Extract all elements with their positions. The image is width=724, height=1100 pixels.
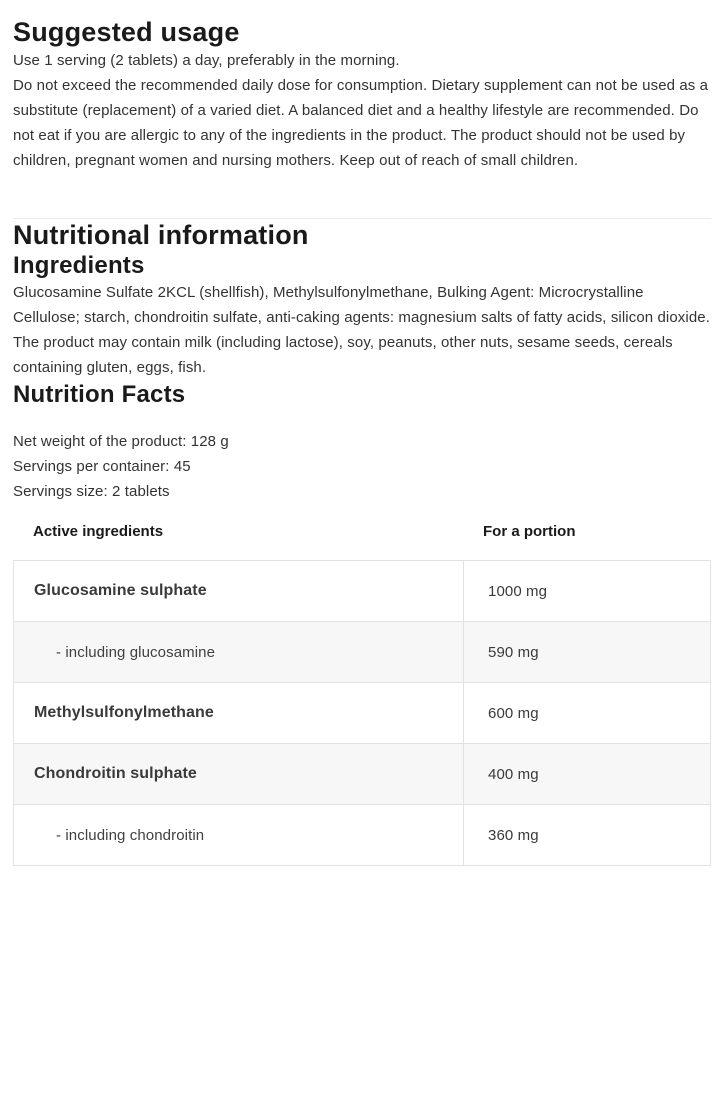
portion-value-cell: 400 mg [464,744,711,805]
nutrition-facts-table [13,560,711,866]
ingredient-name-cell: Glucosamine sulphate [14,561,464,622]
servings-per-container-line: Servings per container: 45 [13,458,191,475]
ingredient-name-cell: - including chondroitin [14,805,464,866]
portion-value-cell: 360 mg [464,805,711,866]
ingredients-composition-paragraph: Glucosamine Sulfate 2KCL (shellfish), Methylsulfonylmethane, Bulking Agent: Microcrystalline Cellulose; starch, chondroitin sulfate, anti-caking agents: magnesium salts of fatty acids, silicon dioxide. [13,284,710,326]
table-row [14,683,711,744]
table-row [14,805,711,866]
suggested-usage-heading: Suggested usage [13,17,240,47]
ingredient-name-cell: Methylsulfonylmethane [14,683,464,744]
nutrition-facts-summary [13,429,711,504]
active-ingredients-column-header: Active ingredients [33,523,164,540]
ingredient-name-cell: - including glucosamine [14,622,464,683]
nutritional-information-heading: Nutritional information [13,220,309,250]
table-row [14,561,711,622]
servings-size-line: Servings size: 2 tablets [13,483,170,500]
net-weight-line: Net weight of the product: 128 g [13,433,229,450]
portion-value-cell: 1000 mg [464,561,711,622]
allergen-notice-paragraph: The product may contain milk (including lactose), soy, peanuts, other nuts, sesame seeds, cereals containing gluten, eggs, fish. [13,334,673,376]
table-row [14,744,711,805]
nutrition-facts-heading: Nutrition Facts [13,381,186,408]
usage-intro-paragraph: Use 1 serving (2 tablets) a day, preferably in the morning. [13,52,400,69]
nutrition-table-header [13,522,711,542]
portion-value-cell: 600 mg [464,683,711,744]
usage-warning-paragraph: Do not exceed the recommended daily dose for consumption. Dietary supplement can not be used as a substitute (replacement) of a varied diet. A balanced diet and a healthy lifestyle are recommended. Do not eat if you are allergic to any of the ingredients in the product. The product should not be used by children, pregnant women and nursing mothers. Keep out of reach of small children. [13,77,709,169]
table-row [14,622,711,683]
for-a-portion-column-header: For a portion [483,523,576,540]
portion-value-cell: 590 mg [464,622,711,683]
ingredient-name-cell: Chondroitin sulphate [14,744,464,805]
ingredients-heading: Ingredients [13,252,145,279]
